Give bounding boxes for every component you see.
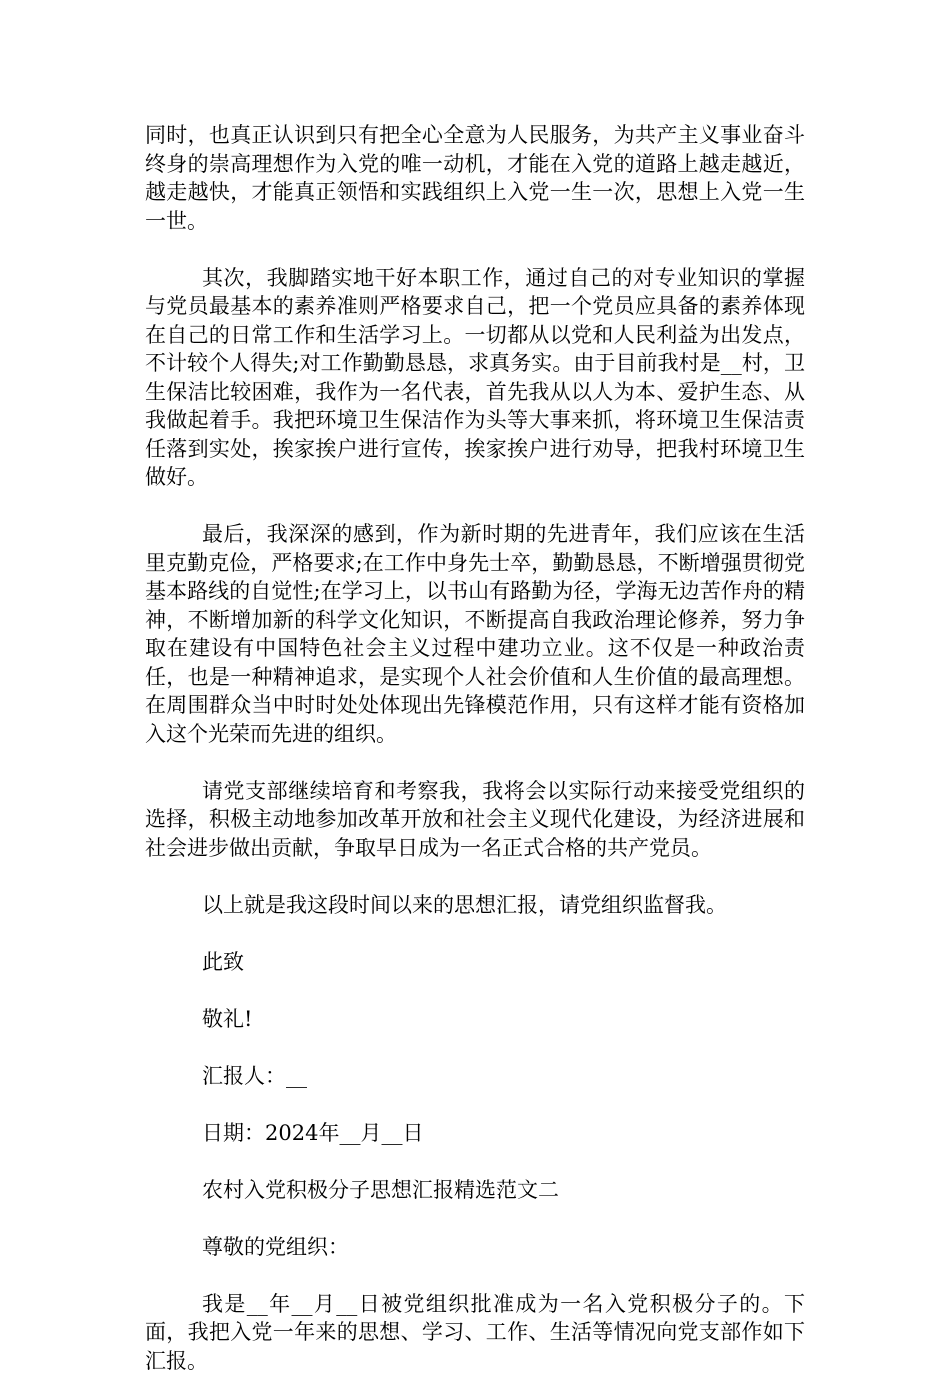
reporter-line: 汇报人：__ xyxy=(145,1062,805,1091)
body-paragraph: 最后，我深深的感到，作为新时期的先进青年，我们应该在生活里克勤克俭，严格要求;在工作中身先士卒，勤勤恳恳，不断增强贯彻党基本路线的自觉性;在学习上，以书山有路勤为径，学海无边苦作舟的精神，不断增加新的科学文化知识，不断提高自我政治理论修养，努力争取在建设有中国特色社会主义过程中建功立业。这不仅是一种政治责任，也是一种精神追求，是实现个人社会价值和人生价值的最高理想。在周围群众当中时时处处体现出先锋模范作用，只有这样才能有资格加入这个光荣而先进的组织。 xyxy=(145,520,805,748)
body-paragraph: 请党支部继续培育和考察我，我将会以实际行动来接受党组织的选择，积极主动地参加改革开放和社会主义现代化建设，为经济进展和社会进步做出贡献，争取早日成为一名正式合格的共产党员。 xyxy=(145,777,805,863)
salutation-ci-zhi: 此致 xyxy=(145,948,805,977)
body-paragraph: 我是__年__月__日被党组织批准成为一名入党积极分子的。下面，我把入党一年来的思想、学习、工作、生活等情况向党支部作如下汇报。 xyxy=(145,1290,805,1375)
section-title: 农村入党积极分子思想汇报精选范文二 xyxy=(145,1176,805,1205)
greeting-line: 尊敬的党组织： xyxy=(145,1233,805,1262)
salutation-jing-li: 敬礼! xyxy=(145,1005,805,1034)
closing-line: 以上就是我这段时间以来的思想汇报，请党组织监督我。 xyxy=(145,891,805,920)
document-page xyxy=(145,121,805,1375)
date-line: 日期：2024年__月__日 xyxy=(145,1119,805,1148)
body-paragraph: 同时，也真正认识到只有把全心全意为人民服务，为共产主义事业奋斗终身的崇高理想作为入党的唯一动机，才能在入党的道路上越走越近，越走越快，才能真正领悟和实践组织上入党一生一次，思想上入党一生一世。 xyxy=(145,121,805,235)
body-paragraph: 其次，我脚踏实地干好本职工作，通过自己的对专业知识的掌握与党员最基本的素养准则严格要求自己，把一个党员应具备的素养体现在自己的日常工作和生活学习上。一切都从以党和人民利益为出发点，不计较个人得失;对工作勤勤恳恳，求真务实。由于目前我村是__村，卫生保洁比较困难，我作为一名代表，首先我从以人为本、爱护生态、从我做起着手。我把环境卫生保洁作为头等大事来抓，将环境卫生保洁责任落到实处，挨家挨户进行宣传，挨家挨户进行劝导，把我村环境卫生做好。 xyxy=(145,264,805,492)
